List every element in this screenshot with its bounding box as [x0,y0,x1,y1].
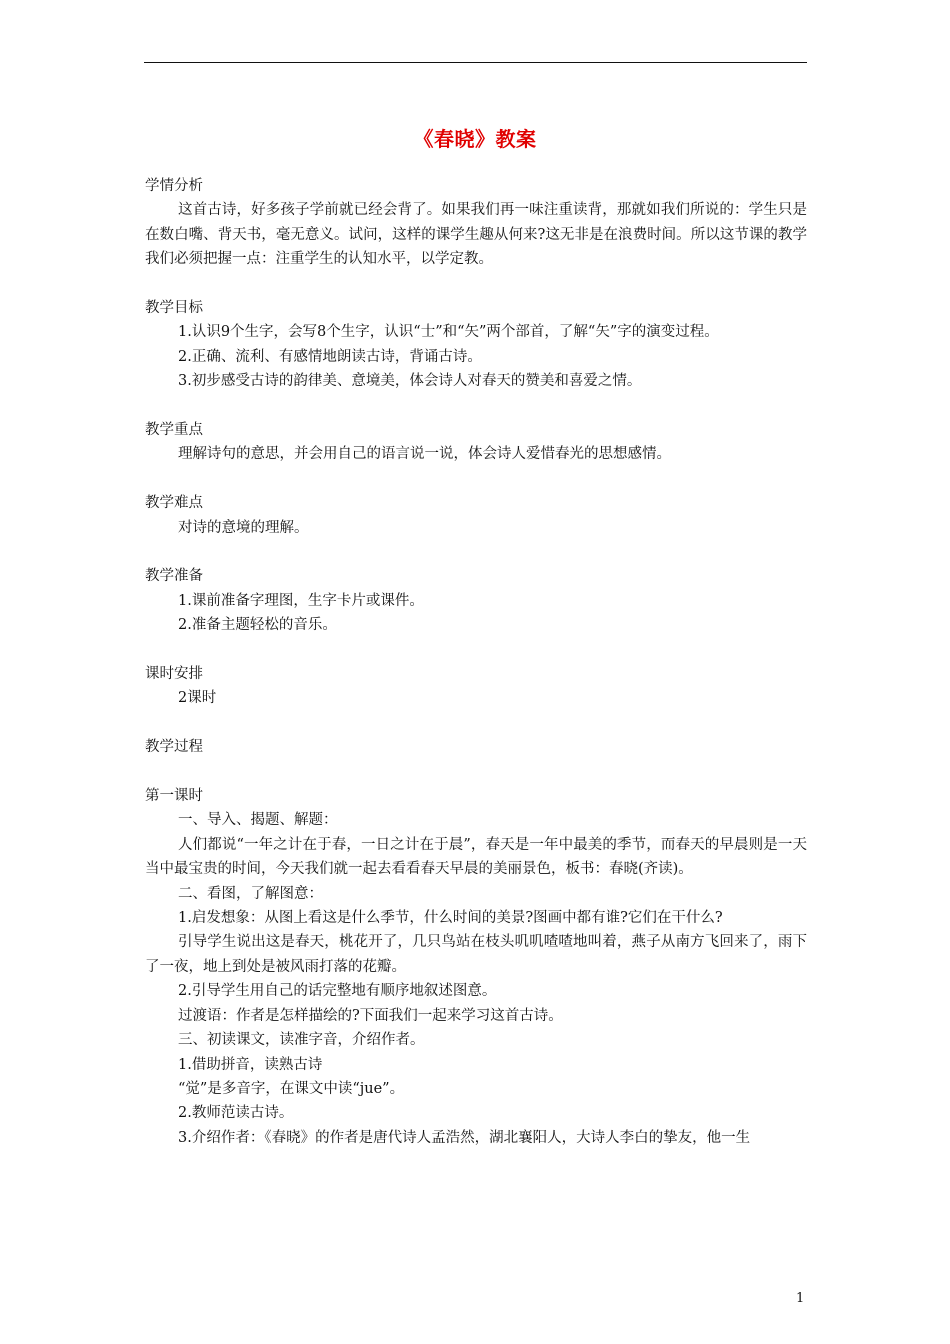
section-heading: 教学目标 [145,300,203,317]
document-body [145,174,807,1150]
document-title: 《春晓》教案 [413,127,537,151]
body-paragraph: 1.课前准备字理图，生字卡片或课件。 [178,592,424,609]
page-number: 1 [796,1291,805,1306]
body-paragraph: 对诗的意境的理解。 [178,519,309,536]
body-paragraph: 1.认识9个生字，会写8个生字，认识“士”和“矢”两个部首，了解“矢”字的演变过程。 [178,324,719,341]
section-heading: 课时安排 [145,666,203,683]
body-paragraph: 三、初读课文，读准字音，介绍作者。 [178,1032,425,1049]
section-heading: 教学重点 [145,422,203,439]
header-rule [144,62,807,63]
body-paragraph: 一、导入、揭题、解题： [178,812,338,829]
body-paragraph: 这首古诗，好多孩子学前就已经会背了。如果我们再一味注重读背，那就如我们所说的：学生只是在数白嘴、背天书，毫无意义。试问，这样的课学生趣从何来?这无非是在浪费时间。所以这节课的教学我们必须把握一点：注重学生的认知水平，以学定教。 [145,202,807,268]
section-heading: 教学准备 [145,568,203,585]
body-paragraph: 2课时 [178,690,217,707]
body-paragraph: 3.介绍作者：《春晓》的作者是唐代诗人孟浩然，湖北襄阳人，大诗人李白的挚友，他一生 [178,1129,751,1146]
body-paragraph: 引导学生说出这是春天，桃花开了，几只鸟站在枝头叽叽喳喳地叫着，燕子从南方飞回来了，雨下了一夜，地上到处是被风雨打落的花瓣。 [145,934,807,975]
body-paragraph: 3.初步感受古诗的韵律美、意境美，体会诗人对春天的赞美和喜爱之情。 [178,373,642,390]
body-paragraph: 1.借助拼音，读熟古诗 [178,1056,323,1073]
body-paragraph: “觉”是多音字，在课文中读“jue”。 [178,1080,405,1097]
section-heading: 教学过程 [145,739,203,756]
body-paragraph: 2.教师范读古诗。 [178,1105,294,1122]
body-paragraph: 1.启发想象：从图上看这是什么季节，什么时间的美景?图画中都有谁?它们在干什么? [178,910,723,927]
section-heading: 第一课时 [145,788,203,805]
body-paragraph: 人们都说“一年之计在于春，一日之计在于晨”，春天是一年中最美的季节，而春天的早晨则是一天当中最宝贵的时间，今天我们就一起去看看春天早晨的美丽景色，板书：春晓(齐读)。 [145,836,807,878]
body-paragraph: 2.正确、流利、有感情地朗读古诗，背诵古诗。 [178,348,482,365]
body-paragraph: 理解诗句的意思，并会用自己的语言说一说，体会诗人爱惜春光的思想感情。 [178,446,671,463]
body-paragraph: 2.引导学生用自己的话完整地有顺序地叙述图意。 [178,983,497,1000]
body-paragraph: 过渡语：作者是怎样描绘的?下面我们一起来学习这首古诗。 [178,1007,563,1024]
body-paragraph: 2.准备主题轻松的音乐。 [178,617,337,634]
body-paragraph: 二、看图，了解图意： [178,885,323,902]
section-heading: 学情分析 [145,178,203,194]
section-heading: 教学难点 [145,495,203,512]
